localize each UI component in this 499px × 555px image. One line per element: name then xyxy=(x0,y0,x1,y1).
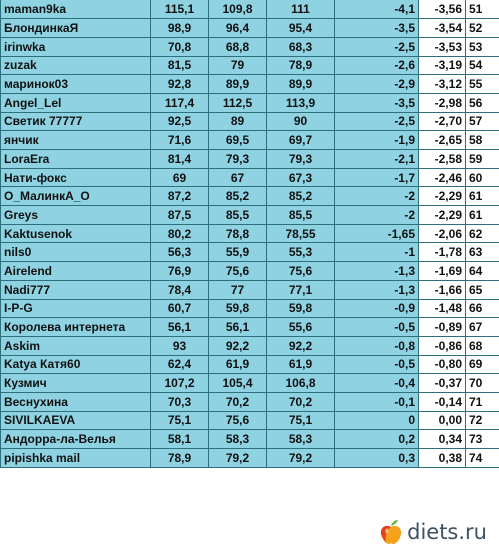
cell-rank: 74 xyxy=(466,449,499,468)
table-row xyxy=(1,131,499,150)
cell-rank: 59 xyxy=(466,150,499,169)
table-row xyxy=(1,374,499,393)
cell-name: Katya Катя60 xyxy=(1,355,151,374)
cell-value-3: 113,9 xyxy=(267,93,335,112)
cell-rank: 67 xyxy=(466,318,499,337)
cell-value-1: 93 xyxy=(151,336,209,355)
cell-value-3: 90 xyxy=(267,112,335,131)
cell-value-1: 81,5 xyxy=(151,56,209,75)
cell-percent: -3,19 xyxy=(419,56,466,75)
cell-value-1: 117,4 xyxy=(151,93,209,112)
cell-value-3: 79,2 xyxy=(267,449,335,468)
cell-name: Kaktusenok xyxy=(1,224,151,243)
cell-difference: -3,5 xyxy=(335,19,419,38)
cell-rank: 61 xyxy=(466,206,499,225)
cell-value-3: 75,6 xyxy=(267,262,335,281)
diets-logo xyxy=(379,519,487,545)
cell-rank: 64 xyxy=(466,262,499,281)
cell-rank: 70 xyxy=(466,374,499,393)
table-row xyxy=(1,93,499,112)
cell-percent: 0,34 xyxy=(419,430,466,449)
cell-value-2: 55,9 xyxy=(209,243,267,262)
cell-percent: -2,29 xyxy=(419,206,466,225)
cell-value-2: 56,1 xyxy=(209,318,267,337)
cell-name: zuzak xyxy=(1,56,151,75)
cell-name: maman9ka xyxy=(1,0,151,19)
results-table-body xyxy=(1,0,499,467)
cell-value-1: 87,5 xyxy=(151,206,209,225)
cell-rank: 56 xyxy=(466,93,499,112)
cell-value-1: 115,1 xyxy=(151,0,209,19)
cell-value-2: 77 xyxy=(209,280,267,299)
cell-value-3: 58,3 xyxy=(267,430,335,449)
cell-difference: -2,5 xyxy=(335,37,419,56)
cell-rank: 51 xyxy=(466,0,499,19)
cell-value-1: 58,1 xyxy=(151,430,209,449)
cell-rank: 62 xyxy=(466,224,499,243)
cell-rank: 73 xyxy=(466,430,499,449)
cell-value-1: 87,2 xyxy=(151,187,209,206)
cell-percent: -2,29 xyxy=(419,187,466,206)
cell-difference: -1,9 xyxy=(335,131,419,150)
cell-difference: -1,3 xyxy=(335,262,419,281)
cell-rank: 55 xyxy=(466,75,499,94)
cell-value-1: 56,1 xyxy=(151,318,209,337)
cell-value-1: 62,4 xyxy=(151,355,209,374)
cell-rank: 53 xyxy=(466,37,499,56)
cell-percent: -2,98 xyxy=(419,93,466,112)
cell-percent: 0,00 xyxy=(419,411,466,430)
cell-difference: -2,6 xyxy=(335,56,419,75)
cell-difference: -1,3 xyxy=(335,280,419,299)
cell-percent: -3,53 xyxy=(419,37,466,56)
cell-difference: -2,9 xyxy=(335,75,419,94)
cell-difference: -2,1 xyxy=(335,150,419,169)
table-row xyxy=(1,280,499,299)
cell-rank: 72 xyxy=(466,411,499,430)
cell-difference: 0,3 xyxy=(335,449,419,468)
cell-value-2: 79 xyxy=(209,56,267,75)
cell-value-2: 58,3 xyxy=(209,430,267,449)
cell-value-2: 69,5 xyxy=(209,131,267,150)
cell-name: nils0 xyxy=(1,243,151,262)
cell-value-2: 92,2 xyxy=(209,336,267,355)
table-row xyxy=(1,150,499,169)
cell-value-3: 85,2 xyxy=(267,187,335,206)
cell-rank: 65 xyxy=(466,280,499,299)
cell-name: Nadi777 xyxy=(1,280,151,299)
cell-name: O_МалинкА_O xyxy=(1,187,151,206)
cell-rank: 58 xyxy=(466,131,499,150)
cell-value-3: 61,9 xyxy=(267,355,335,374)
cell-value-2: 89 xyxy=(209,112,267,131)
cell-difference: -4,1 xyxy=(335,0,419,19)
table-row xyxy=(1,19,499,38)
cell-rank: 61 xyxy=(466,187,499,206)
cell-value-2: 89,9 xyxy=(209,75,267,94)
cell-name: Angel_Lel xyxy=(1,93,151,112)
cell-value-1: 98,9 xyxy=(151,19,209,38)
cell-value-3: 70,2 xyxy=(267,392,335,411)
cell-value-2: 78,8 xyxy=(209,224,267,243)
cell-value-2: 112,5 xyxy=(209,93,267,112)
cell-difference: -0,5 xyxy=(335,318,419,337)
cell-value-2: 68,8 xyxy=(209,37,267,56)
cell-value-3: 106,8 xyxy=(267,374,335,393)
cell-value-1: 76,9 xyxy=(151,262,209,281)
cell-value-1: 80,2 xyxy=(151,224,209,243)
cell-percent: -1,66 xyxy=(419,280,466,299)
cell-value-2: 67 xyxy=(209,168,267,187)
cell-value-1: 78,4 xyxy=(151,280,209,299)
cell-name: LoraEra xyxy=(1,150,151,169)
table-row xyxy=(1,56,499,75)
cell-rank: 63 xyxy=(466,243,499,262)
cell-percent: -1,78 xyxy=(419,243,466,262)
cell-value-2: 105,4 xyxy=(209,374,267,393)
cell-name: маринок03 xyxy=(1,75,151,94)
cell-value-1: 70,8 xyxy=(151,37,209,56)
table-row xyxy=(1,355,499,374)
cell-value-2: 85,5 xyxy=(209,206,267,225)
cell-difference: -1 xyxy=(335,243,419,262)
cell-name: Greys xyxy=(1,206,151,225)
table-row xyxy=(1,0,499,19)
cell-value-3: 89,9 xyxy=(267,75,335,94)
table-row xyxy=(1,430,499,449)
cell-value-3: 59,8 xyxy=(267,299,335,318)
cell-percent: 0,38 xyxy=(419,449,466,468)
cell-value-2: 61,9 xyxy=(209,355,267,374)
cell-difference: 0 xyxy=(335,411,419,430)
cell-rank: 57 xyxy=(466,112,499,131)
cell-value-1: 81,4 xyxy=(151,150,209,169)
cell-difference: -2 xyxy=(335,206,419,225)
table-row xyxy=(1,187,499,206)
table-row xyxy=(1,37,499,56)
cell-value-2: 109,8 xyxy=(209,0,267,19)
cell-percent: -0,14 xyxy=(419,392,466,411)
table-row xyxy=(1,299,499,318)
cell-name: Кузмич xyxy=(1,374,151,393)
cell-value-3: 92,2 xyxy=(267,336,335,355)
cell-percent: -3,56 xyxy=(419,0,466,19)
watermark-text: diets.ru xyxy=(407,520,487,544)
cell-value-3: 68,3 xyxy=(267,37,335,56)
cell-value-1: 70,3 xyxy=(151,392,209,411)
cell-value-3: 78,55 xyxy=(267,224,335,243)
cell-difference: -1,65 xyxy=(335,224,419,243)
cell-rank: 54 xyxy=(466,56,499,75)
cell-name: irinwka xyxy=(1,37,151,56)
cell-rank: 68 xyxy=(466,336,499,355)
cell-percent: -1,48 xyxy=(419,299,466,318)
cell-difference: -0,5 xyxy=(335,355,419,374)
cell-percent: -1,69 xyxy=(419,262,466,281)
cell-name: pipishka mail xyxy=(1,449,151,468)
cell-value-1: 71,6 xyxy=(151,131,209,150)
cell-percent: -0,89 xyxy=(419,318,466,337)
cell-rank: 69 xyxy=(466,355,499,374)
cell-name: SIVILKAEVA xyxy=(1,411,151,430)
cell-value-3: 79,3 xyxy=(267,150,335,169)
cell-value-2: 79,2 xyxy=(209,449,267,468)
cell-name: Airelend xyxy=(1,262,151,281)
cell-percent: -2,06 xyxy=(419,224,466,243)
cell-value-2: 59,8 xyxy=(209,299,267,318)
cell-rank: 66 xyxy=(466,299,499,318)
table-row xyxy=(1,206,499,225)
cell-rank: 60 xyxy=(466,168,499,187)
cell-name: Askim xyxy=(1,336,151,355)
cell-value-2: 96,4 xyxy=(209,19,267,38)
cell-value-3: 111 xyxy=(267,0,335,19)
cell-percent: -0,80 xyxy=(419,355,466,374)
apple-icon xyxy=(379,519,403,545)
cell-percent: -2,58 xyxy=(419,150,466,169)
cell-name: Королева интернета xyxy=(1,318,151,337)
cell-value-3: 55,6 xyxy=(267,318,335,337)
table-row xyxy=(1,392,499,411)
table-row xyxy=(1,75,499,94)
cell-value-2: 75,6 xyxy=(209,262,267,281)
cell-value-2: 75,6 xyxy=(209,411,267,430)
cell-name: Андорра-ла-Велья xyxy=(1,430,151,449)
cell-value-3: 78,9 xyxy=(267,56,335,75)
cell-percent: -3,12 xyxy=(419,75,466,94)
cell-percent: -0,37 xyxy=(419,374,466,393)
cell-difference: -0,1 xyxy=(335,392,419,411)
table-row xyxy=(1,262,499,281)
cell-percent: -3,54 xyxy=(419,19,466,38)
cell-percent: -2,65 xyxy=(419,131,466,150)
table-row xyxy=(1,112,499,131)
cell-name: янчик xyxy=(1,131,151,150)
cell-difference: -0,9 xyxy=(335,299,419,318)
cell-value-3: 95,4 xyxy=(267,19,335,38)
cell-value-1: 92,5 xyxy=(151,112,209,131)
cell-name: Веснухина xyxy=(1,392,151,411)
cell-value-1: 92,8 xyxy=(151,75,209,94)
cell-value-1: 78,9 xyxy=(151,449,209,468)
cell-value-1: 69 xyxy=(151,168,209,187)
cell-name: БлондинкаЯ xyxy=(1,19,151,38)
cell-value-2: 70,2 xyxy=(209,392,267,411)
cell-value-3: 55,3 xyxy=(267,243,335,262)
table-row xyxy=(1,449,499,468)
cell-name: Светик 77777 xyxy=(1,112,151,131)
cell-value-3: 67,3 xyxy=(267,168,335,187)
cell-percent: -0,86 xyxy=(419,336,466,355)
cell-difference: -0,4 xyxy=(335,374,419,393)
cell-value-3: 77,1 xyxy=(267,280,335,299)
cell-percent: -2,70 xyxy=(419,112,466,131)
cell-value-3: 69,7 xyxy=(267,131,335,150)
cell-difference: -1,7 xyxy=(335,168,419,187)
cell-value-1: 56,3 xyxy=(151,243,209,262)
cell-name: I-P-G xyxy=(1,299,151,318)
cell-difference: 0,2 xyxy=(335,430,419,449)
cell-rank: 71 xyxy=(466,392,499,411)
cell-value-2: 79,3 xyxy=(209,150,267,169)
table-row xyxy=(1,318,499,337)
table-row xyxy=(1,243,499,262)
table-row xyxy=(1,336,499,355)
table-row xyxy=(1,168,499,187)
cell-difference: -0,8 xyxy=(335,336,419,355)
cell-rank: 52 xyxy=(466,19,499,38)
cell-difference: -2,5 xyxy=(335,112,419,131)
cell-value-3: 85,5 xyxy=(267,206,335,225)
cell-value-3: 75,1 xyxy=(267,411,335,430)
table-row xyxy=(1,411,499,430)
cell-difference: -3,5 xyxy=(335,93,419,112)
cell-value-1: 75,1 xyxy=(151,411,209,430)
cell-value-2: 85,2 xyxy=(209,187,267,206)
table-row xyxy=(1,224,499,243)
cell-percent: -2,46 xyxy=(419,168,466,187)
cell-difference: -2 xyxy=(335,187,419,206)
cell-value-1: 107,2 xyxy=(151,374,209,393)
cell-value-1: 60,7 xyxy=(151,299,209,318)
cell-name: Нати-фокс xyxy=(1,168,151,187)
